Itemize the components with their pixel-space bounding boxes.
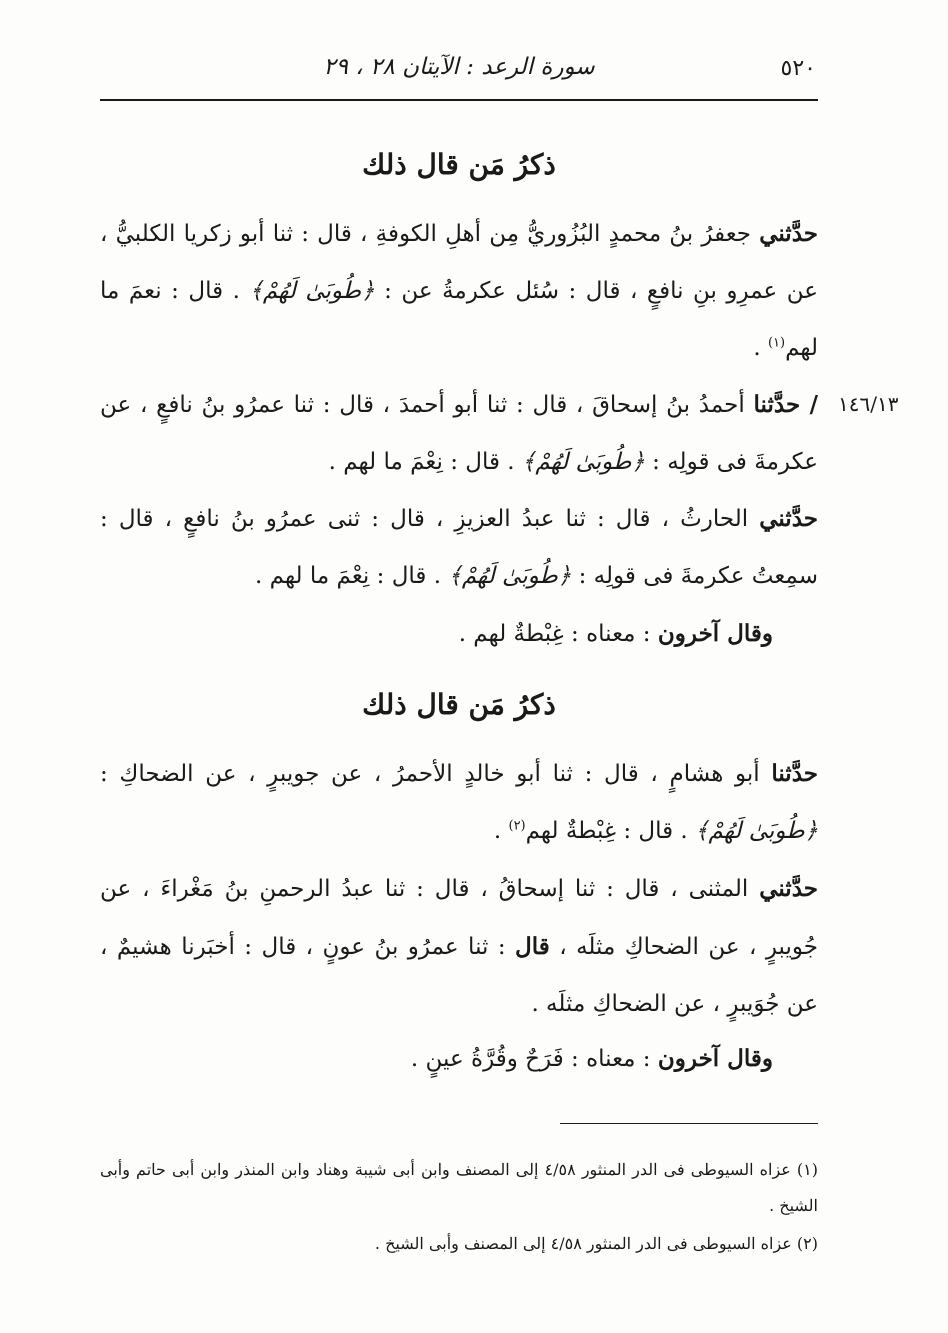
section-heading-2: ذكرُ مَن قال ذلك <box>362 688 556 721</box>
footnote-2: (٢) عزاه السيوطى فى الدر المنثور ٤/٥٨ إلى المصنف وأبى الشيخ . <box>374 1234 818 1253</box>
section-heading-1: ذكرُ مَن قال ذلك <box>362 148 556 181</box>
quran-quote: ﴿طُوبَىٰ لَهُمْ﴾ <box>695 818 818 844</box>
narrator-lead: حدَّثني <box>759 505 818 532</box>
paragraph-text: . <box>493 818 509 844</box>
paragraph-text: : معناه : غِبْطةٌ لهم . <box>458 621 658 647</box>
footnote-marker: (١) <box>767 335 786 351</box>
running-title: سورة الرعد : الآيتان ٢٨ ، ٢٩ <box>323 54 595 80</box>
narrator-lead: وقال آخرون <box>657 620 773 647</box>
page-number: ٥٢٠ <box>780 56 816 81</box>
paragraph-3 <box>100 490 818 605</box>
narrator-lead: قال <box>515 933 550 960</box>
narrator-lead: وقال آخرون <box>657 1045 773 1072</box>
paragraph-text: أحمدُ بنُ إسحاقَ ، قال : ثنا أبو أحمدَ ، قال : ثنا عمرُو بنُ نافعٍ ، عن عكرمةَ فى قولِه : <box>100 392 818 475</box>
footnote-rule <box>560 1123 818 1124</box>
narrator-lead: / حدَّثنا <box>753 391 818 418</box>
paragraph-2 <box>100 376 818 491</box>
page-header <box>100 52 818 92</box>
paragraph-4 <box>100 605 818 663</box>
paragraph-text: : ثنا عمرُو بنُ عونٍ ، قال : أخبَرنا هشيمٌ ، عن جُوَيبرٍ ، عن الضحاكِ مثلَه . <box>100 934 818 1017</box>
quran-quote: ﴿طُوبَىٰ لَهُمْ﴾ <box>249 278 375 304</box>
paragraph-text: المثنى ، قال : ثنا إسحاقُ ، قال : ثنا عبدُ الرحمنِ بنُ مَغْراءَ ، عن جُويبرٍ ، عن الضحاكِ مثلَه ، <box>100 876 818 960</box>
header-rule <box>100 99 818 101</box>
paragraph-text: . قال : نعمَ ما لهم <box>100 278 818 361</box>
paragraph-text: أبو هشامٍ ، قال : ثنا أبو خالدٍ الأحمرُ ، عن جويبرٍ ، عن الضحاكِ : <box>100 761 772 787</box>
margin-reference: ١٤٦/١٣ <box>838 392 899 416</box>
paragraph-6 <box>100 860 818 1033</box>
paragraph-text: . قال : نِعْمَ ما لهم . <box>328 449 522 475</box>
narrator-lead: حدَّثني <box>759 875 818 902</box>
footnote-1: (١) عزاه السيوطى فى الدر المنثور ٤/٥٨ إلى المصنف وابن أبى شيبة وهناد وابن المنذر وابن أبى حاتم وأبى الشيخ . <box>100 1160 819 1215</box>
footnote-marker: (٢) <box>508 818 526 834</box>
quran-quote: ﴿طُوبَىٰ لَهُمْ﴾ <box>521 449 645 475</box>
paragraph-text: . <box>753 335 768 361</box>
paragraph-5 <box>100 745 818 860</box>
paragraph-text: . قال : غِبْطةٌ لهم <box>525 818 696 844</box>
narrator-lead: حدَّثنا <box>771 760 818 787</box>
paragraph-1 <box>100 205 818 377</box>
paragraph-text: . قال : نِعْمَ ما لهم . <box>255 563 449 589</box>
paragraph-text: : معناه : فَرَحٌ وقُرَّةُ عينٍ . <box>410 1046 658 1072</box>
paragraph-7 <box>100 1030 818 1088</box>
narrator-lead: حدَّثني <box>759 220 818 247</box>
quran-quote: ﴿طُوبَىٰ لَهُمْ﴾ <box>448 563 572 589</box>
paragraph-text: جعفرُ بنُ محمدٍ البُزُوريُّ مِن أهلِ الكوفةِ ، قال : ثنا أبو زكريا الكلبيُّ ، عن عمرِو بنِ نافعٍ ، قال : سُئل عكرمةُ عن : <box>100 221 818 304</box>
paragraph-text: الحارثُ ، قال : ثنا عبدُ العزيزِ ، قال : ثنى عمرُو بنُ نافعٍ ، قال : سمِعتُ عكرمةَ فى قولِه : <box>100 506 818 589</box>
